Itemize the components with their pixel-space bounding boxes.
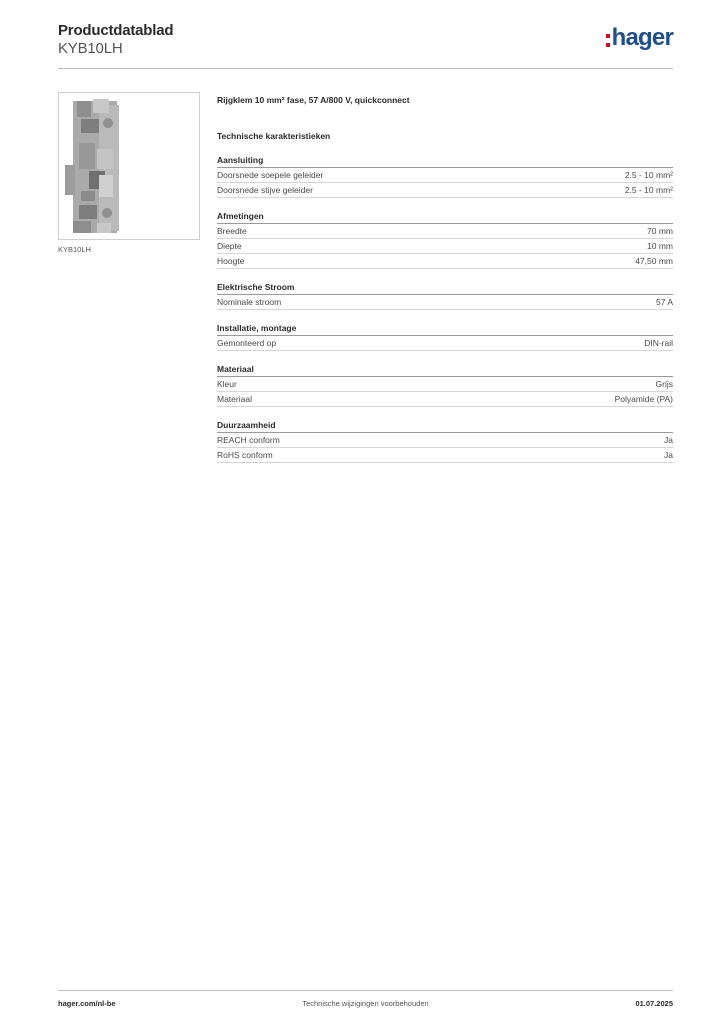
spec-row: [217, 433, 673, 448]
spec-row: [217, 377, 673, 392]
spec-value: 2.5 - 10 mm²: [624, 185, 673, 195]
spec-value: Polyamide (PA): [614, 394, 673, 404]
spec-label: Kleur: [217, 379, 237, 389]
specs-title: Technische karakteristieken: [217, 131, 331, 141]
spec-row: [217, 336, 673, 351]
spec-group-title: Afmetingen: [217, 210, 673, 224]
spec-row: [217, 239, 673, 254]
spec-group-title: Duurzaamheid: [217, 419, 673, 433]
spec-value: 70 mm: [647, 226, 673, 236]
spec-row: [217, 183, 673, 198]
spec-row: [217, 392, 673, 407]
spec-value: 10 mm: [647, 241, 673, 251]
spec-group-aansluiting: [217, 154, 673, 198]
spec-label: RoHS conform: [217, 450, 273, 460]
footer-date: 01.07.2025: [635, 999, 673, 1008]
logo-text: hager: [611, 24, 673, 51]
spec-label: Diepte: [217, 241, 242, 251]
spec-label: Materiaal: [217, 394, 252, 404]
spec-label: REACH conform: [217, 435, 280, 445]
spec-group-title: Elektrische Stroom: [217, 281, 673, 295]
page-footer: [58, 990, 673, 1011]
spec-group-title: Installatie, montage: [217, 322, 673, 336]
spec-content: [217, 94, 673, 463]
spec-value: Grijs: [655, 379, 673, 389]
spec-group-title: Aansluiting: [217, 154, 673, 168]
spec-group-duurzaamheid: [217, 419, 673, 463]
spec-group-elektrische-stroom: [217, 281, 673, 310]
hager-logo: [606, 24, 673, 52]
spec-value: 2.5 - 10 mm²: [624, 170, 673, 180]
spec-value: Ja: [664, 450, 673, 460]
spec-label: Gemonteerd op: [217, 338, 277, 348]
product-image: [58, 92, 200, 240]
footer-disclaimer: Technische wijzigingen voorbehouden: [302, 999, 429, 1008]
spec-row: [217, 224, 673, 239]
spec-label: Breedte: [217, 226, 247, 236]
product-description: Rijgklem 10 mm² fase, 57 A/800 V, quickconnect: [217, 95, 410, 105]
spec-group-title: Materiaal: [217, 363, 673, 377]
spec-row: [217, 295, 673, 310]
logo-accent-icon: [606, 34, 610, 47]
document-title: Productdatablad: [58, 22, 174, 39]
spec-label: Doorsnede stijve geleider: [217, 185, 313, 195]
image-caption: KYB10LH: [58, 245, 91, 254]
spec-group-afmetingen: [217, 210, 673, 269]
spec-label: Hoogte: [217, 256, 245, 266]
terminal-block-image: [59, 93, 199, 239]
spec-value: 57 A: [655, 297, 673, 307]
spec-label: Nominale stroom: [217, 297, 282, 307]
page-header: [58, 20, 673, 69]
spec-group-materiaal: [217, 363, 673, 407]
spec-row: [217, 254, 673, 269]
spec-row: [217, 448, 673, 463]
spec-value: Ja: [664, 435, 673, 445]
spec-row: [217, 168, 673, 183]
spec-group-installatie: [217, 322, 673, 351]
spec-label: Doorsnede soepele geleider: [217, 170, 324, 180]
spec-value: 47,50 mm: [635, 256, 673, 266]
footer-url-link[interactable]: hager.com/nl-be: [58, 999, 116, 1008]
spec-value: DIN-rail: [644, 338, 673, 348]
document-subtitle: KYB10LH: [58, 40, 123, 57]
